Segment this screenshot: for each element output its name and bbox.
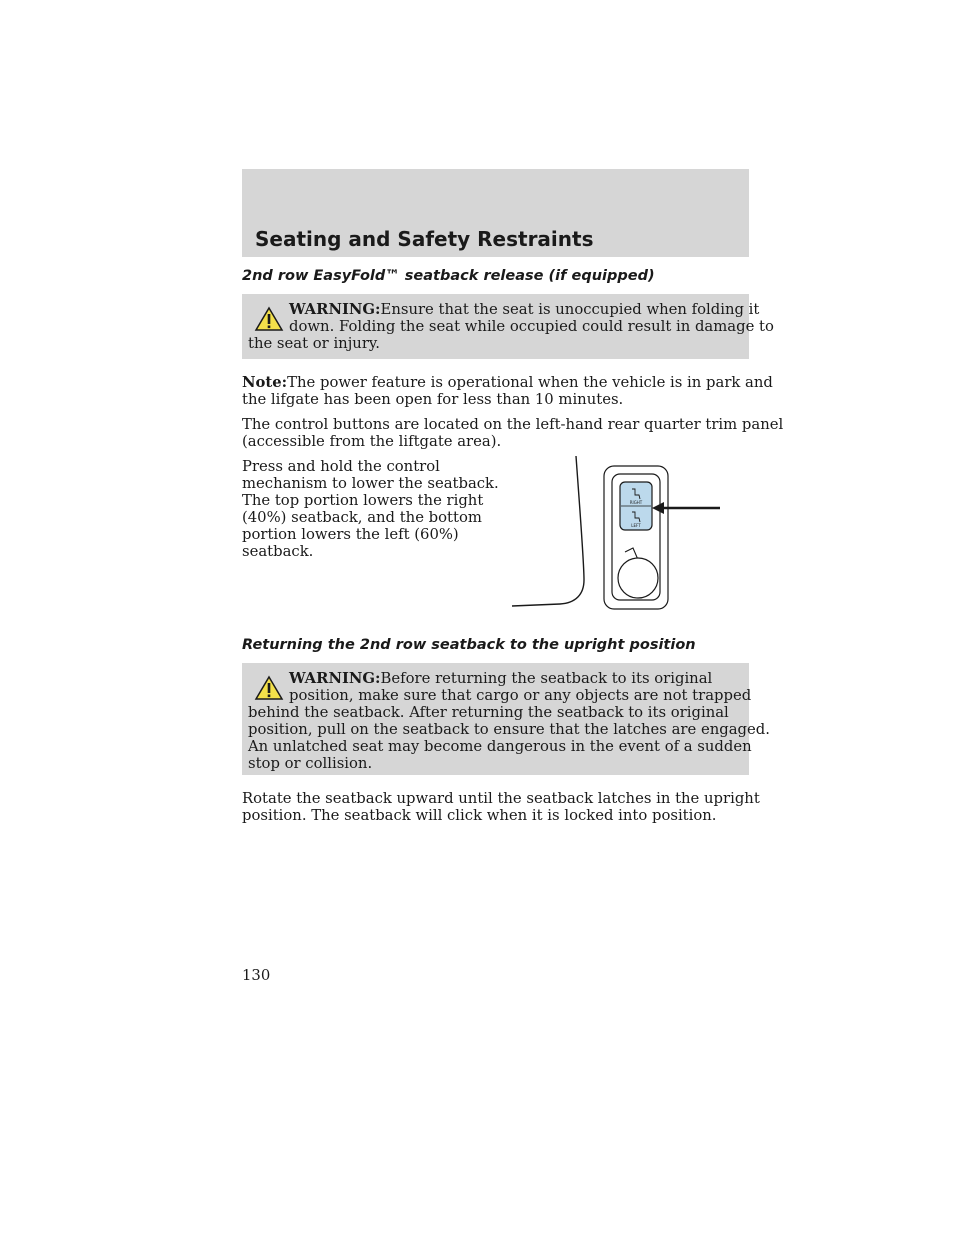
paragraph-line: Rotate the seatback upward until the seatback latches in the upright: [242, 790, 760, 807]
note-line: [242, 374, 773, 391]
page-title: Seating and Safety Restraints: [255, 227, 594, 251]
section-heading-upright: Returning the 2nd row seatback to the upright position: [242, 637, 696, 653]
rotate-seatback-paragraph: [242, 790, 760, 824]
paragraph-line: The control buttons are located on the left-hand rear quarter trim panel: [242, 416, 784, 433]
page-number: 130: [242, 967, 271, 984]
warning-line: stop or collision.: [248, 755, 373, 772]
warning-triangle-icon: [254, 306, 284, 332]
press-and-hold-paragraph: [242, 458, 499, 560]
section-header-band: [242, 169, 749, 257]
warning-line: the seat or injury.: [248, 335, 380, 352]
warning-triangle-icon: [254, 675, 284, 701]
note-label: Note:: [242, 374, 288, 391]
warning-text: Ensure that the seat is unoccupied when folding it: [380, 301, 760, 318]
warning-line: An unlatched seat may become dangerous in the event of a sudden: [248, 738, 752, 755]
paragraph-line: mechanism to lower the seatback.: [242, 475, 499, 492]
warning-text: Before returning the seatback to its original: [380, 670, 713, 687]
paragraph-line: (accessible from the liftgate area).: [242, 433, 502, 450]
control-location-paragraph: [242, 416, 784, 450]
warning-line: [248, 670, 739, 687]
paragraph-line: portion lowers the left (60%): [242, 526, 459, 543]
warning-label: WARNING:: [289, 301, 381, 318]
right-button-label: RIGHT: [629, 500, 643, 505]
warning-box-returning: [242, 663, 770, 775]
note-paragraph: [242, 374, 773, 408]
warning-line: behind the seatback. After returning the seatback to its original: [248, 704, 729, 721]
paragraph-line: position. The seatback will click when it is locked into position.: [242, 807, 717, 824]
paragraph-line: The top portion lowers the right: [242, 492, 484, 509]
left-button-label: LEFT: [631, 523, 641, 528]
warning-line: down. Folding the seat while occupied could result in damage to: [289, 318, 774, 335]
warning-line: [248, 301, 760, 318]
warning-line: position, pull on the seatback to ensure that the latches are engaged.: [248, 721, 770, 738]
paragraph-line: seatback.: [242, 543, 314, 560]
paragraph-line: Press and hold the control: [242, 458, 440, 475]
seatback-release-control-illustration: [508, 452, 728, 614]
note-text: The power feature is operational when the vehicle is in park and: [287, 374, 773, 391]
paragraph-line: (40%) seatback, and the bottom: [242, 509, 482, 526]
warning-label: WARNING:: [289, 670, 381, 687]
section-heading-easyfold: 2nd row EasyFold™ seatback release (if equipped): [242, 268, 655, 284]
warning-box-folding: [242, 294, 774, 359]
warning-line: position, make sure that cargo or any objects are not trapped: [289, 687, 752, 704]
note-line: the lifgate has been open for less than 10 minutes.: [242, 391, 624, 408]
